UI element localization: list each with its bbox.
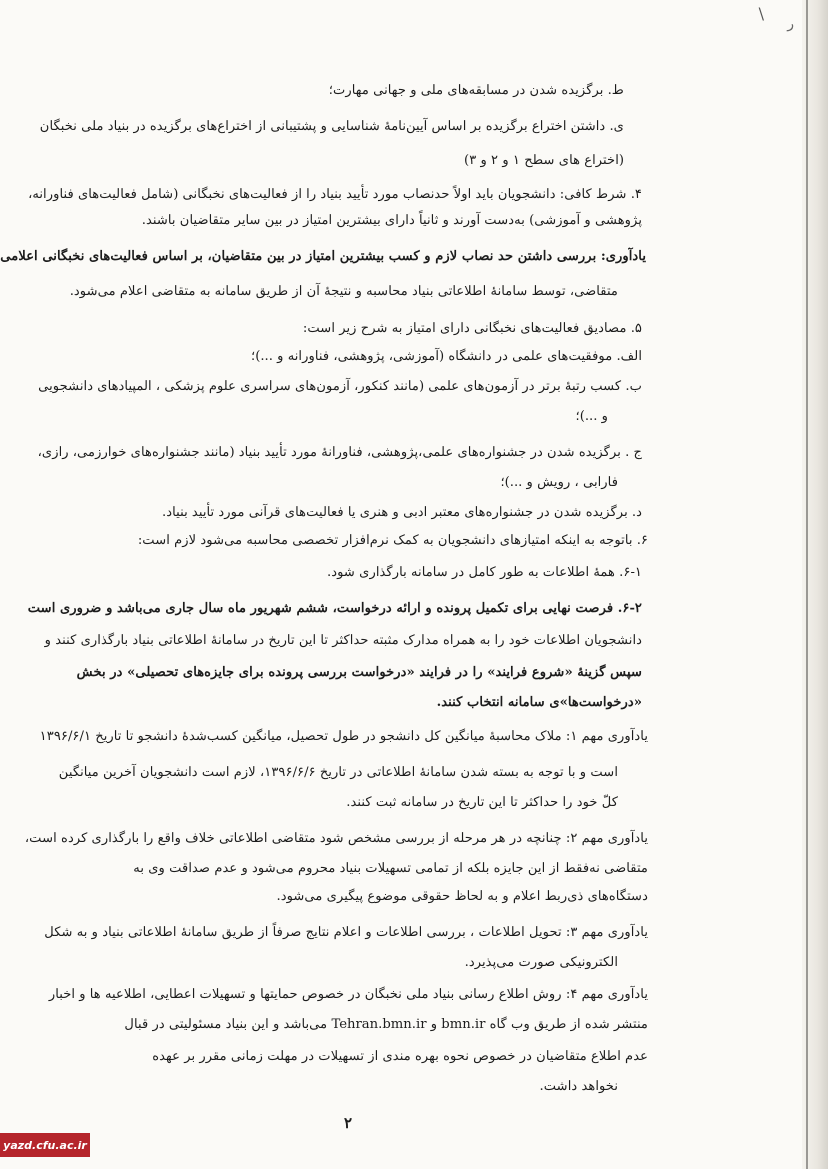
reminder-line: یادآوری مهم ۴: روش اطلاع رسانی بنیاد ملی نخبگان در خصوص حمایتها و تسهیلات اعطایی، اطلاعیه ها و اخبار <box>48 987 648 1002</box>
text-line: پژوهشی و آموزشی) به‌دست آورند و ثانیاً دارای بیشترین امتیاز در بین سایر متقاضیان باشند. <box>141 213 642 228</box>
scan-edge-line <box>806 0 808 1169</box>
text-line: عدم اطلاع متقاضیان در خصوص نحوه بهره مندی از تسهیلات در مهلت زمانی مقرر بر عهده <box>152 1049 648 1064</box>
reminder-line: یادآوری: بررسی داشتن حد نصاب لازم و کسب بیشترین امتیاز در بین متقاضیان، بر اساس فعالیت‌های نخبگانی اعلامی <box>0 249 646 264</box>
text-line: الف. موفقیت‌های علمی در دانشگاه (آموزشی، پژوهشی، فناورانه و ...)؛ <box>251 349 642 364</box>
page-number: ۲ <box>344 1114 353 1132</box>
text-line: الکترونیکی صورت می‌پذیرد. <box>464 955 618 970</box>
text-line: دانشجویان اطلاعات خود را به همراه مدارک مثبته حداکثر تا این تاریخ در سامانهٔ اطلاعاتی بنیاد بارگذاری کنند و <box>44 633 642 648</box>
text-line: د. برگزیده شدن در جشنواره‌های معتبر ادبی و هنری یا فعالیت‌های قرآنی مورد تأیید بنیاد. <box>162 505 642 520</box>
site-watermark: yazd.cfu.ac.ir <box>0 1133 90 1157</box>
text-line: دستگاه‌های ذی‌ربط اعلام و به لحاظ حقوقی موضوع پیگیری می‌شود. <box>276 889 648 904</box>
text-line: (اختراع های سطح ۱ و ۲ و ۳) <box>464 153 624 168</box>
emphasis-line: «درخواست‌ها»ی سامانه انتخاب کنند. <box>436 695 642 710</box>
text-line: ط. برگزیده شدن در مسابقه‌های ملی و جهانی مهارت؛ <box>328 83 624 98</box>
text-line: متقاضی، توسط سامانهٔ اطلاعاتی بنیاد محاسبه و نتیجهٔ آن از طریق سامانه به متقاضی اعلام می‌شود. <box>69 284 618 299</box>
text-line: ب. کسب رتبهٔ برتر در آزمون‌های علمی (مانند کنکور، آزمون‌های سراسری علوم پزشکی ، المپیادهای دانشجویی <box>38 379 642 394</box>
reminder-line: یادآوری مهم ۳: تحویل اطلاعات ، بررسی اطلاعات و اعلام نتایج صرفاً از طریق سامانهٔ اطلاعاتی بنیاد و به شکل <box>44 925 648 940</box>
emphasis-line: سپس گزینهٔ «شروع فرایند» را در فرایند «درخواست بررسی پرونده برای جایزه‌های تحصیلی» در بخش <box>76 665 642 680</box>
text-line: متقاضی نه‌فقط از این جایزه بلکه از تمامی تسهیلات بنیاد محروم می‌شود و عدم صداقت وی به <box>133 861 648 876</box>
text-line: نخواهد داشت. <box>539 1079 618 1094</box>
text-line: ۵. مصادیق فعالیت‌های نخبگانی دارای امتیاز به شرح زیر است: <box>302 321 642 336</box>
text-line: و ...)؛ <box>575 409 608 424</box>
corner-mark: \ <box>758 4 764 23</box>
text-line: فارابی ، رویش و ...)؛ <box>500 475 618 490</box>
emphasis-line: ۶-۲. فرصت نهایی برای تکمیل پرونده و ارائه درخواست، ششم شهریور ماه سال جاری می‌باشد و ضروری است <box>27 601 642 616</box>
text-line: ی. داشتن اختراع برگزیده بر اساس آیین‌نامهٔ شناسایی و پشتیبانی از اختراع‌های برگزیده در بنیاد ملی نخبگان <box>39 119 624 134</box>
text-line: ج . برگزیده شدن در جشنواره‌های علمی،پژوهشی، فناورانهٔ مورد تأیید بنیاد (مانند جشنواره‌های خوارزمی، رازی، <box>37 445 642 460</box>
reminder-line: یادآوری مهم ۲: چنانچه در هر مرحله از بررسی مشخص شود متقاضی اطلاعاتی خلاف واقع را بارگذاری کرده است، <box>24 831 648 846</box>
text-line: ۴. شرط کافی: دانشجویان باید اولاً حدنصاب مورد تأیید بنیاد را از فعالیت‌های نخبگانی (شامل فعالیت‌های فناورانه، <box>28 187 642 202</box>
corner-mark: ر <box>787 16 794 32</box>
reminder-line: یادآوری مهم ۱: ملاک محاسبهٔ میانگین کل دانشجو در طول تحصیل، میانگین کسب‌شدهٔ دانشجو تا تاریخ ۱۳۹۶/۶/۱ <box>39 729 648 744</box>
text-line: ۶. باتوجه به اینکه امتیازهای دانشجویان به کمک نرم‌افزار تخصصی محاسبه می‌شود لازم است: <box>137 533 648 548</box>
text-line: منتشر شده از طریق وب گاه bmn.ir و Tehran.bmn.ir می‌باشد و این بنیاد مسئولیتی در قبال <box>124 1017 648 1032</box>
text-line: ۶-۱. همهٔ اطلاعات به طور کامل در سامانه بارگذاری شود. <box>327 565 642 580</box>
text-line: است و با توجه به بسته شدن سامانهٔ اطلاعاتی در تاریخ ۱۳۹۶/۶/۶، لازم است دانشجویان آخرین میانگین <box>58 765 618 780</box>
text-line: کلّ خود را حداکثر تا این تاریخ در سامانه ثبت کنند. <box>346 795 618 810</box>
